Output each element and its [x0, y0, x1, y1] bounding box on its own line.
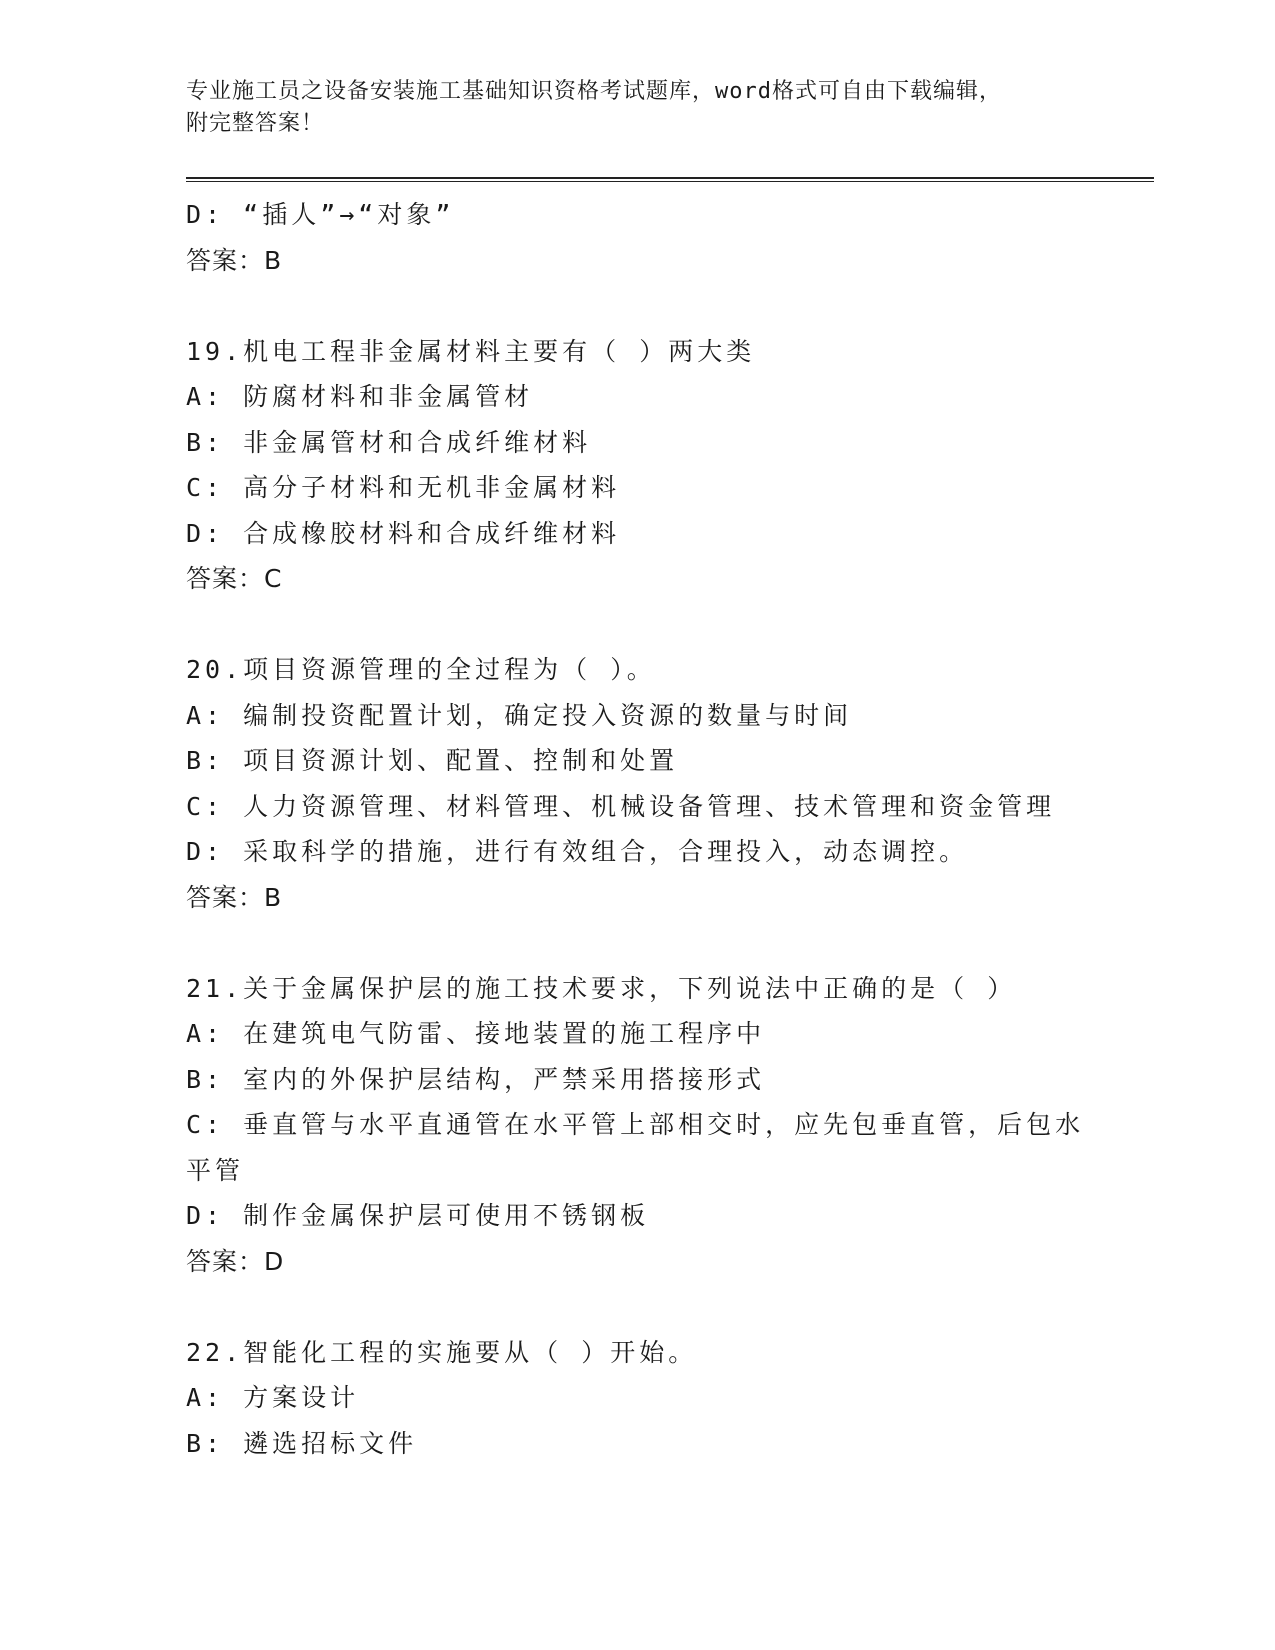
question-19-option-a: A: 防腐材料和非金属管材: [186, 382, 534, 411]
spacer: [186, 283, 1106, 329]
question-19-option-d: D: 合成橡胶材料和合成纤维材料: [186, 518, 621, 548]
header-line-1: 专业施工员之设备安装施工基础知识资格考试题库，word格式可自由下载编辑，: [186, 79, 1002, 104]
question-20-option-c: C: 人力资源管理、材料管理、机械设备管理、技术管理和资金管理: [186, 791, 1056, 821]
question-22-option-b: B: 遴选招标文件: [186, 1428, 418, 1458]
question-21-option-b: B: 室内的外保护层结构，严禁采用搭接形式: [186, 1064, 766, 1094]
question-19-option-c: C: 高分子材料和无机非金属材料: [186, 473, 621, 502]
question-22-stem: 22.智能化工程的实施要从（ ）开始。: [186, 1337, 698, 1367]
question-19-stem: 19.机电工程非金属材料主要有（ ）两大类: [186, 336, 756, 366]
question-21-option-c: C: 垂直管与水平直通管在水平管上部相交时，应先包垂直管，后包水平管: [186, 1110, 1085, 1185]
question-20-option-b: B: 项目资源计划、配置、控制和处置: [186, 746, 679, 775]
question-20-answer: 答案：B: [186, 882, 283, 912]
header-divider: [186, 177, 1154, 182]
document-body: [186, 192, 1106, 1466]
spacer: [186, 602, 1106, 648]
question-21-option-a: A: 在建筑电气防雷、接地装置的施工程序中: [186, 1019, 766, 1048]
question-19-option-b: B: 非金属管材和合成纤维材料: [186, 427, 592, 457]
question-20-option-d: D: 采取科学的措施，进行有效组合，合理投入，动态调控。: [186, 837, 969, 866]
question-22-option-a: A: 方案设计: [186, 1383, 360, 1412]
question-21-stem: 21.关于金属保护层的施工技术要求，下列说法中正确的是（ ）: [186, 973, 1017, 1003]
header-line-2: 附完整答案！: [186, 111, 325, 136]
prev-option-d: D: “插人”→“对象”: [186, 200, 455, 229]
question-20-stem: 20.项目资源管理的全过程为（ ）。: [186, 655, 656, 684]
question-20-option-a: A: 编制投资配置计划，确定投入资源的数量与时间: [186, 700, 853, 730]
prev-answer: 答案：B: [186, 245, 283, 275]
document-header: [186, 76, 1086, 140]
question-21-option-d: D: 制作金属保护层可使用不锈钢板: [186, 1201, 650, 1230]
question-19-answer: 答案：C: [186, 564, 283, 593]
spacer: [186, 920, 1106, 966]
question-21-answer: 答案：D: [186, 1246, 285, 1276]
spacer: [186, 1284, 1106, 1330]
